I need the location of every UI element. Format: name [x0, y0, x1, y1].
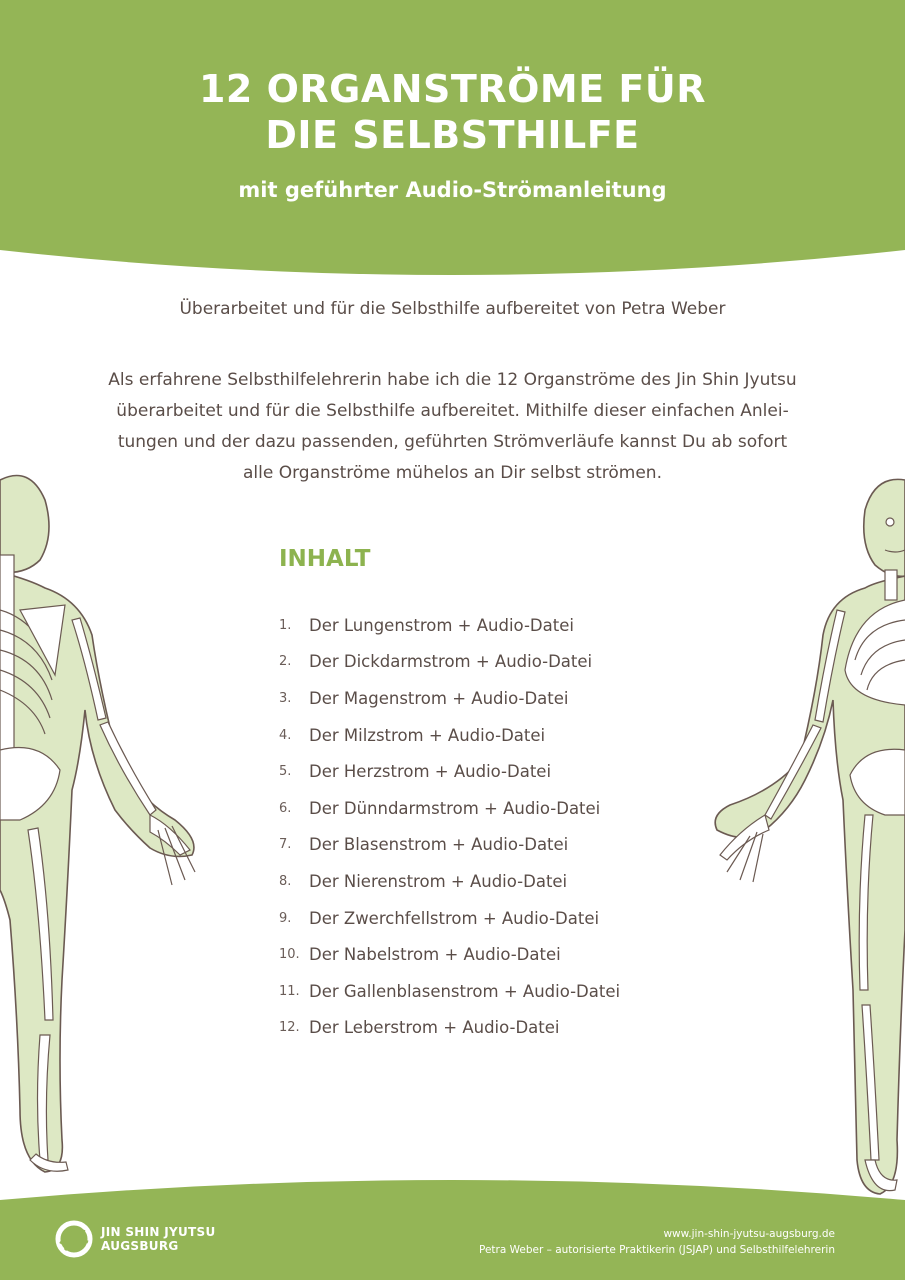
title-line-1: 12 ORGANSTRÖME FÜR: [198, 67, 706, 111]
intro-line-1: Als erfahrene Selbsthilfelehrerin habe ich die 12 Organströme des Jin Shin Jyutsu: [108, 370, 797, 390]
toc-number: 10.: [279, 947, 300, 963]
toc-number: 3.: [279, 690, 292, 706]
toc-label: Der Dünndarmstrom + Audio-Datei: [309, 798, 601, 818]
skeleton-front-illustration: [705, 470, 905, 1204]
toc-item-duenndarmstrom: [279, 790, 699, 827]
skeleton-back-illustration: [0, 460, 210, 1184]
toc-list: [279, 607, 699, 1046]
brand-logo: [55, 1220, 216, 1258]
toc-item-nabelstrom: [279, 936, 699, 973]
toc-label: Der Lungenstrom + Audio-Datei: [309, 615, 574, 635]
intro-line-3: tungen und der dazu passenden, geführten Strömverläufe kannst Du ab sofort: [117, 432, 788, 452]
logo-line-1: JIN SHIN JYUTSU: [101, 1225, 216, 1239]
toc-label: Der Herzstrom + Audio-Datei: [309, 762, 552, 782]
toc-heading: INHALT: [279, 546, 371, 572]
toc-label: Der Magenstrom + Audio-Datei: [309, 688, 569, 708]
toc-label: Der Nierenstrom + Audio-Datei: [309, 871, 568, 891]
toc-item-leberstrom: [279, 1010, 699, 1047]
toc-label: Der Gallenblasenstrom + Audio-Datei: [309, 981, 621, 1001]
toc-number: 5.: [279, 764, 292, 780]
toc-number: 12.: [279, 1020, 300, 1036]
toc-number: 11.: [279, 983, 300, 999]
toc-label: Der Milzstrom + Audio-Datei: [309, 725, 546, 745]
toc-item-nierenstrom: [279, 863, 699, 900]
toc-item-zwerchfellstrom: [279, 900, 699, 937]
swirl-logo-icon: [55, 1220, 93, 1258]
toc-label: Der Blasenstrom + Audio-Datei: [309, 835, 569, 855]
title-line-2: DIE SELBSTHILFE: [265, 113, 640, 157]
toc-number: 7.: [279, 837, 292, 853]
toc-item-lungenstrom: [279, 607, 699, 644]
toc-number: 9.: [279, 910, 292, 926]
toc-number: 6.: [279, 800, 292, 816]
intro-line-2: überarbeitet und für die Selbsthilfe aufbereitet. Mithilfe dieser einfachen Anlei-: [116, 401, 789, 421]
toc-label: Der Zwerchfellstrom + Audio-Datei: [309, 908, 600, 928]
footer-credit: Petra Weber – autorisierte Praktikerin (JSJAP) und Selbsthilfelehrerin: [478, 1244, 835, 1256]
page-subtitle: mit geführter Audio-Strömanleitung: [238, 178, 667, 202]
toc-item-magenstrom: [279, 680, 699, 717]
logo-line-2: AUGSBURG: [101, 1239, 179, 1253]
toc-number: 8.: [279, 873, 292, 889]
toc-label: Der Nabelstrom + Audio-Datei: [309, 945, 561, 965]
toc-number: 1.: [279, 617, 292, 633]
intro-line-4: alle Organströme mühelos an Dir selbst strömen.: [243, 463, 662, 483]
toc-item-milzstrom: [279, 717, 699, 754]
toc-item-blasenstrom: [279, 827, 699, 864]
footer-website-link[interactable]: www.jin-shin-jyutsu-augsburg.de: [663, 1228, 835, 1240]
toc-number: 2.: [279, 654, 292, 670]
toc-label: Der Leberstrom + Audio-Datei: [309, 1018, 560, 1038]
toc-item-dickdarmstrom: [279, 644, 699, 681]
toc-number: 4.: [279, 727, 292, 743]
author-byline: Überarbeitet und für die Selbsthilfe aufbereitet von Petra Weber: [179, 299, 726, 319]
toc-label: Der Dickdarmstrom + Audio-Datei: [309, 652, 593, 672]
toc-item-herzstrom: [279, 753, 699, 790]
footer-contact: [479, 1226, 835, 1258]
page-title: [0, 66, 905, 158]
toc-item-gallenblasenstrom: [279, 973, 699, 1010]
